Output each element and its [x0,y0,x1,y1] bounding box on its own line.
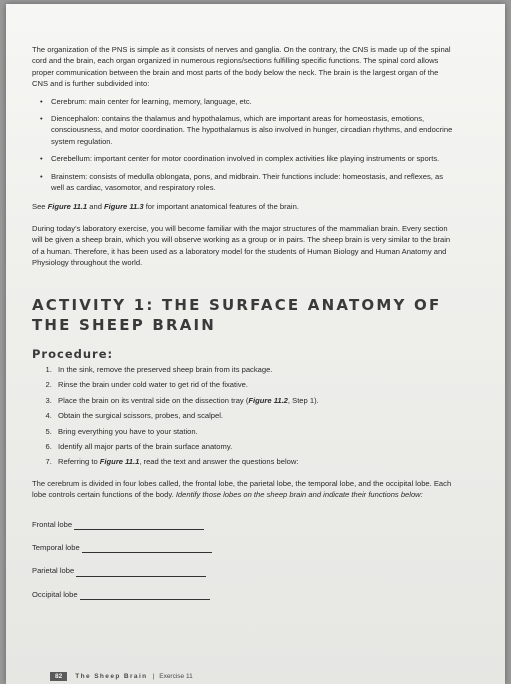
occipital-lobe-answer [32,589,456,600]
procedure-title: Procedure: [32,346,114,361]
procedure-step: 5. Bring everything you have to your station. [54,426,456,437]
list-item-text: Diencephalon: contains the thalamus and hypothalamus, which are important areas for homeostasis, emotions, consciousness, and motor coordination. The hypothalamus is also involved in hunger, circadian rhythms, and endocrine system regulation. [51,114,453,146]
lobe-label: Frontal lobe [32,519,73,529]
parietal-lobe-answer [32,565,456,576]
see-text-pre: See [32,202,48,212]
procedure-step: 6. Identify all major parts of the brain surface anatomy. [54,441,456,452]
list-item-text: Cerebellum: important center for motor coordination involved in complex activities like playing instruments or sports. [51,154,440,164]
frontal-lobe-answer [32,519,456,530]
bullet-icon: • [40,171,43,181]
answer-blank[interactable] [74,521,204,530]
list-item-text: Brainstem: consists of medulla oblongata, pons, and midbrain. Their functions include: homeostasis, and reflexes, as well as cardiac, vasomotor, and respiratory roles. [51,171,443,193]
list-item [40,153,456,164]
answer-blank[interactable] [82,544,212,553]
list-item [40,171,456,194]
figure-link-11-2: Figure 11.2 [248,395,288,405]
lobe-label: Temporal lobe [32,542,80,552]
activity-title: ACTIVITY 1: THE SURFACE ANATOMY OF THE SHEEP BRAIN [32,295,442,334]
see-text-post: for important anatomical features of the brain. [143,202,299,212]
footer-book-title: The Sheep Brain [75,673,148,680]
answer-blank[interactable] [76,568,206,577]
figure-link-11-1: Figure 11.1 [99,457,140,467]
temporal-lobe-answer [32,542,456,553]
lobe-label: Parietal lobe [32,566,75,576]
figure-reference-paragraph [32,201,456,212]
page-footer [50,672,193,681]
intro-paragraph: The organization of the PNS is simple as it consists of nerves and ganglia. On the contrary, the CNS is made up of the spinal cord and the brain, each organ organized in numerous regions/sections fulfilling specific functions. The spinal cord allows proper communication between the brain and most parts of the body below the neck. The brain is the largest organ of the CNS and is further subdivided into: [32,45,451,89]
procedure-step: 7. Referring to Figure 11.1, read the text and answer the questions below: [54,456,456,467]
list-item [40,113,456,147]
lobe-label: Occipital lobe [32,589,78,599]
answer-blank[interactable] [80,591,210,600]
lab-paragraph: During today’s laboratory exercise, you will become familiar with the major structures of the mammalian brain. Every section will be given a sheep brain, which you will observe working as a group or in pairs. The sheep brain is very similar to the brain of a human. Therefore, it has been used as a laboratory model for the students of Human Biology and Human Anatomy and Physiology throughout the world. [32,223,451,268]
list-item [40,96,456,107]
procedure-step: 2. Rinse the brain under cold water to get rid of the fixative. [54,379,456,390]
footer-exercise: Exercise 11 [159,673,193,680]
brain-subdivision-list [32,96,456,194]
cerebrum-question: The cerebrum is divided in four lobes called, the frontal lobe, the parietal lobe, the temporal lobe, and the occipital lobe. Each lobe controls certain functions of the body. Identify those lobes on the sheep brain and indicate their functions below: [32,478,452,500]
procedure-steps [32,364,456,468]
page-number: 82 [50,672,67,681]
procedure-step: 4. Obtain the surgical scissors, probes, and scalpel. [54,410,456,421]
bullet-icon: • [40,96,43,106]
procedure-step: 1. In the sink, remove the preserved sheep brain from its package. [54,364,456,375]
figure-link-11-1: Figure 11.1 [47,202,88,212]
bullet-icon: • [40,114,43,124]
footer-separator: | [152,673,155,680]
cerebrum-instruction: Identify those lobes on the sheep brain and indicate their functions below: [175,490,423,500]
list-item-text: Cerebrum: main center for learning, memory, language, etc. [51,96,252,106]
figure-link-11-3: Figure 11.3 [104,202,144,212]
bullet-icon: • [40,154,43,164]
page-content [32,44,456,612]
see-text-mid: and [87,202,105,212]
document-page [6,4,505,684]
procedure-step: 3. Place the brain on its ventral side on the dissection tray (Figure 11.2, Step 1). [54,395,456,406]
